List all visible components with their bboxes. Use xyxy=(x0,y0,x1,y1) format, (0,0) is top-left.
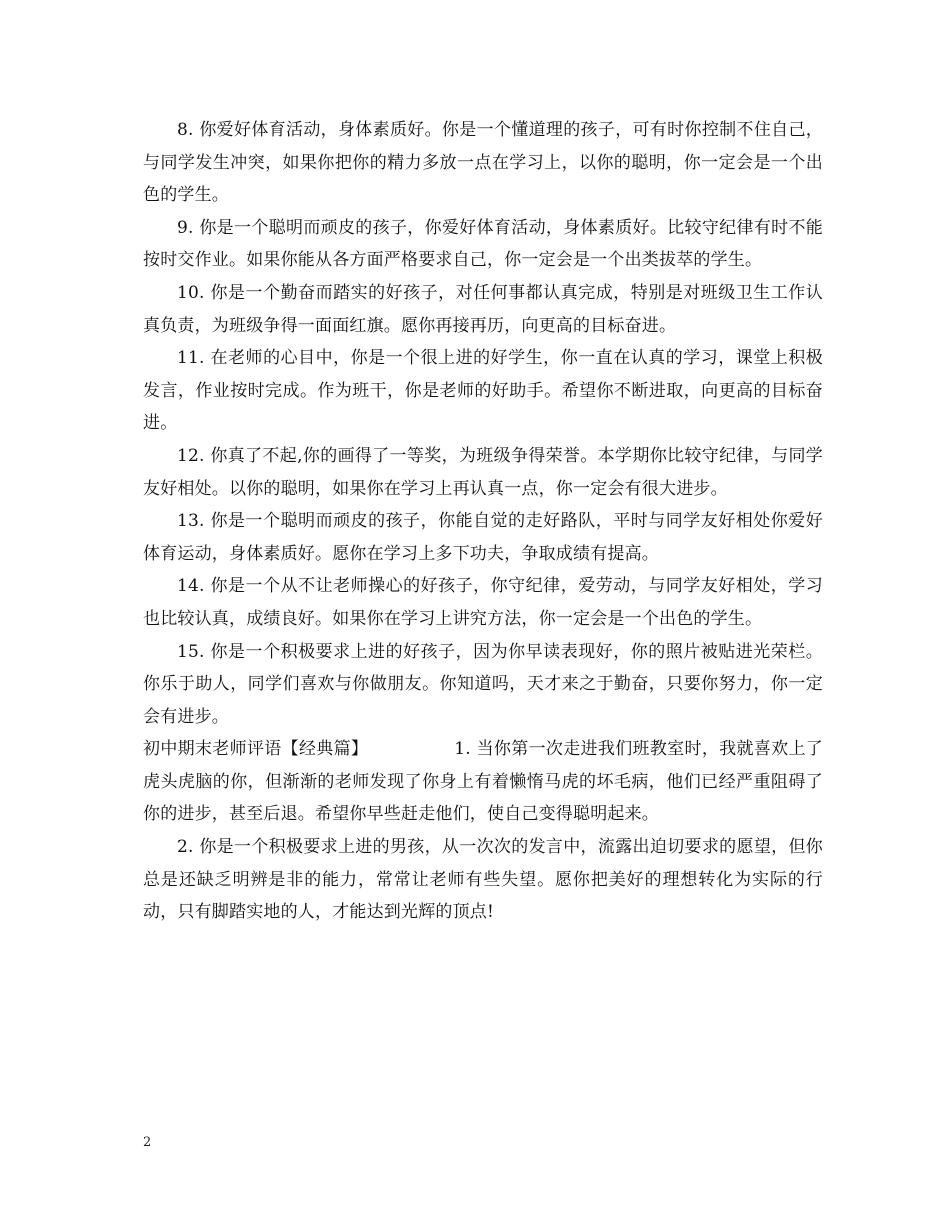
comment-paragraph-8: 8. 你爱好体育活动，身体素质好。你是一个懂道理的孩子，可有时你控制不住自己，与同学发生冲突，如果你把你的精力多放一点在学习上，以你的聪明，你一定会是一个出色的学生。 xyxy=(143,120,823,206)
comment-paragraph-9: 9. 你是一个聪明而顽皮的孩子，你爱好体育活动，身体素质好。比较守纪律有时不能按时交作业。如果你能从各方面严格要求自己，你一定会是一个出类拔萃的学生。 xyxy=(143,217,823,271)
page-number: 2 xyxy=(143,1135,152,1150)
comment-paragraph-11: 11. 在老师的心目中，你是一个很上进的好学生，你一直在认真的学习，课堂上积极发言，作业按时完成。作为班干，你是老师的好助手。希望你不断进取，向更高的目标奋进。 xyxy=(143,348,823,434)
section-heading: 初中期末老师评语【经典篇】 xyxy=(143,739,369,760)
comment-paragraph-12: 12. 你真了不起,你的画得了一等奖，为班级争得荣誉。本学期你比较守纪律，与同学友好相处。以你的聪明，如果你在学习上再认真一点，你一定会有很大进步。 xyxy=(143,445,823,499)
comment-paragraph-10: 10. 你是一个勤奋而踏实的好孩子，对任何事都认真完成，特别是对班级卫生工作认真负责，为班级争得一面面红旗。愿你再接再历，向更高的目标奋进。 xyxy=(143,282,823,336)
comment-paragraph-15: 15. 你是一个积极要求上进的好孩子，因为你早读表现好，你的照片被贴进光荣栏。你乐于助人，同学们喜欢与你做朋友。你知道吗，天才来之于勤奋，只要你努力，你一定会有进步。 xyxy=(143,641,823,727)
comment-paragraph-1: 1. 当你第一次走进我们班教室时，我就喜欢上了虎头虎脑的你，但渐渐的老师发现了你身上有着懒惰马虎的坏毛病，他们已经严重阻碍了你的进步，甚至后退。希望你早些赶走他们，使自己变得聪明起来。 xyxy=(143,739,823,825)
comment-paragraph-13: 13. 你是一个聪明而顽皮的孩子，你能自觉的走好路队，平时与同学友好相处你爱好体育运动，身体素质好。愿你在学习上多下功夫，争取成绩有提高。 xyxy=(143,511,823,564)
section-start-paragraph xyxy=(143,733,823,831)
comment-paragraph-14: 14. 你是一个从不让老师操心的好孩子，你守纪律，爱劳动，与同学友好相处，学习也比较认真，成绩良好。如果你在学习上讲究方法，你一定会是一个出色的学生。 xyxy=(143,576,823,629)
document-body xyxy=(143,114,823,929)
comment-paragraph-2: 2. 你是一个积极要求上进的男孩，从一次次的发言中，流露出迫切要求的愿望，但你总是还缺乏明辨是非的能力，常常让老师有些失望。愿你把美好的理想转化为实际的行动，只有脚踏实地的人，才能达到光辉的顶点! xyxy=(143,837,823,923)
